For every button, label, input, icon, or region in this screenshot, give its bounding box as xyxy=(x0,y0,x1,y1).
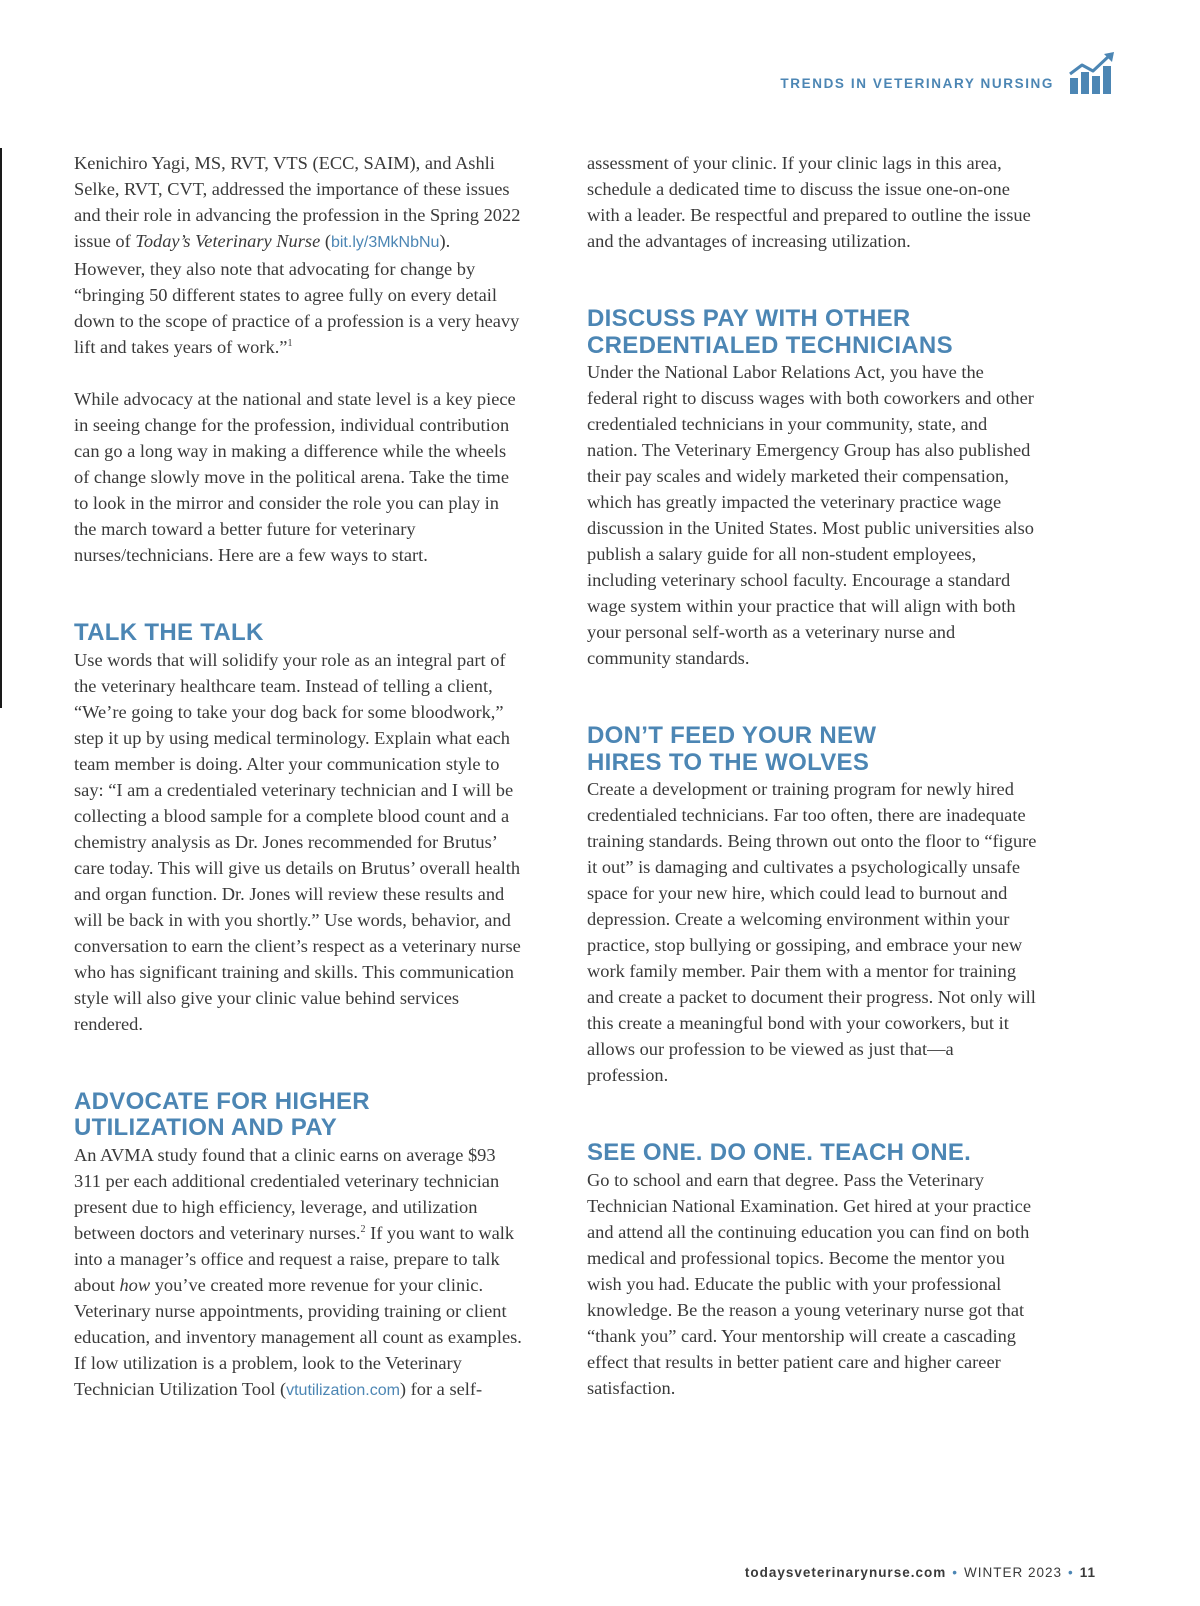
vtutilization-link[interactable]: vtutilization.com xyxy=(286,1381,400,1399)
assessment-paragraph: assessment of your clinic. If your clinic lags in this area, schedule a dedicated time to discuss the issue one-on-one with a leader. Be respectful and prepared to outline the issue and the advantages of increasing utilization. xyxy=(587,153,1031,251)
heading-advocate-utilization: ADVOCATE FOR HIGHER UTILIZATION AND PAY xyxy=(74,1087,370,1141)
pay-paragraph: Under the National Labor Relations Act, you have the federal right to discuss wages with both coworkers and other credentialed technicians in your community, state, and nation. The Veterinary Emergency Group has also published their pay scales and widely marketed their compensation, which has greatly impacted the veterinary practice wage discussion in the United States. Most public universities also publish a salary guide for all non-student employees, including veterinary school faculty. Encourage a standard wage system within your practice that will align with both your personal self-worth as a veterinary nurse and community standards. xyxy=(587,362,1034,668)
footer-issue: WINTER 2023 xyxy=(963,1565,1062,1580)
reference-marker: 1 xyxy=(287,337,293,349)
footer-separator: • xyxy=(952,1565,958,1580)
section-header xyxy=(780,52,1118,94)
page-edge-rule xyxy=(0,148,2,708)
utilization-paragraph: An AVMA study found that a clinic earns on average $93 311 per each additional credentialed veterinary technician present due to high efficiency, leverage, and utilization between doctors and veterinary nurses.$^2$ If you want to walk into a manager’s office and request a raise, prepare to talk about how you’ve created more revenue for your clinic. Veterinary nurse appointments, providing training or client education, and inventory management all count as examples. If low utilization is a problem, look to the Veterinary Technician Utilization Tool (vtutilization.com) for a self- xyxy=(74,1144,522,1399)
reference-marker: 2 xyxy=(360,1223,366,1235)
intro-paragraph: Kenichiro Yagi, MS, RVT, VTS (ECC, SAIM), and Ashli Selke, RVT, CVT, addressed the importance of these issues and their role in advancing the profession in the Spring 2022 issue of Today’s Veterinary Nurse (bit.ly/3MkNbNu). However, they also note that advocating for change by “bringing 50 different states to agree fully on every detail down to the scope of practice of a profession is a very heavy lift and takes years of work.”$^1$ xyxy=(74,153,521,357)
bitly-link[interactable]: bit.ly/3MkNbNu xyxy=(330,234,440,251)
bar-chart-trend-icon xyxy=(1068,52,1118,94)
left-column xyxy=(74,150,524,1404)
page-number: 11 xyxy=(1079,1565,1096,1580)
section-title: TRENDS IN VETERINARY NURSING xyxy=(780,75,1054,91)
heading-discuss-pay: DISCUSS PAY WITH OTHER CREDENTIALED TECHNICIANS xyxy=(587,305,953,359)
mentorship-paragraph: Go to school and earn that degree. Pass the Veterinary Technician National Examination. Get hired at your practice and attend all the continuing education you can find on both medical and professional topics. Become the mentor you wish you had. Educate the public with your professional knowledge. Be the reason a young veterinary nurse got that “thank you” card. Your mentorship will create a cascading effect that results in better patient care and higher career satisfaction. xyxy=(587,1169,1031,1398)
page-footer xyxy=(745,1565,1096,1580)
right-column xyxy=(587,150,1037,1401)
heading-see-one: SEE ONE. DO ONE. TEACH ONE. xyxy=(587,1139,972,1166)
journal-title: Today’s Veterinary Nurse xyxy=(135,231,321,251)
footer-site: todaysveterinarynurse.com xyxy=(744,1565,947,1580)
talk-paragraph: Use words that will solidify your role as an integral part of the veterinary healthcare team. Instead of telling a client, “We’re going to take your dog back for some bloodwork,” step it up by using medical terminology. Explain what each team member is doing. Alter your communication style to say: “I am a credentialed veterinary technician and I will be collecting a blood sample for a complete blood count and a chemistry analysis as Dr. Jones recommended for Brutus’ care today. This will give us details on Brutus’ overall health and organ function. Dr. Jones will review these results and will be back in with you shortly.” Use words, behavior, and conversation to earn the client’s respect as a veterinary nurse who has significant training and skills. This communication style will also give your clinic value behind services rendered. xyxy=(74,649,521,1034)
heading-talk-the-talk: TALK THE TALK xyxy=(74,619,264,646)
new-hires-paragraph: Create a development or training program for newly hired credentialed technicians. Far too often, there are inadequate training standards. Being thrown out onto the floor to “figure it out” is damaging and cultivates a psychologically unsafe space for your new hire, which could lead to burnout and depression. Create a welcoming environment within your practice, stop bullying or gossiping, and embrace your new work family member. Pair them with a mentor for training and create a packet to document their progress. Not only will this create a meaningful bond with your coworkers, but it allows our profession to be viewed as just that—a profession. xyxy=(587,779,1037,1085)
advocacy-paragraph: While advocacy at the national and state level is a key piece in seeing change for the profession, individual contribution can go a long way in making a difference while the wheels of change slowly move in the political arena. Take the time to look in the mirror and consider the role you can play in the march toward a better future for veterinary nurses/technicians. Here are a few ways to start. xyxy=(74,389,516,565)
footer-separator: • xyxy=(1067,1565,1074,1580)
heading-new-hires: DON’T FEED YOUR NEW HIRES TO THE WOLVES xyxy=(587,722,877,776)
